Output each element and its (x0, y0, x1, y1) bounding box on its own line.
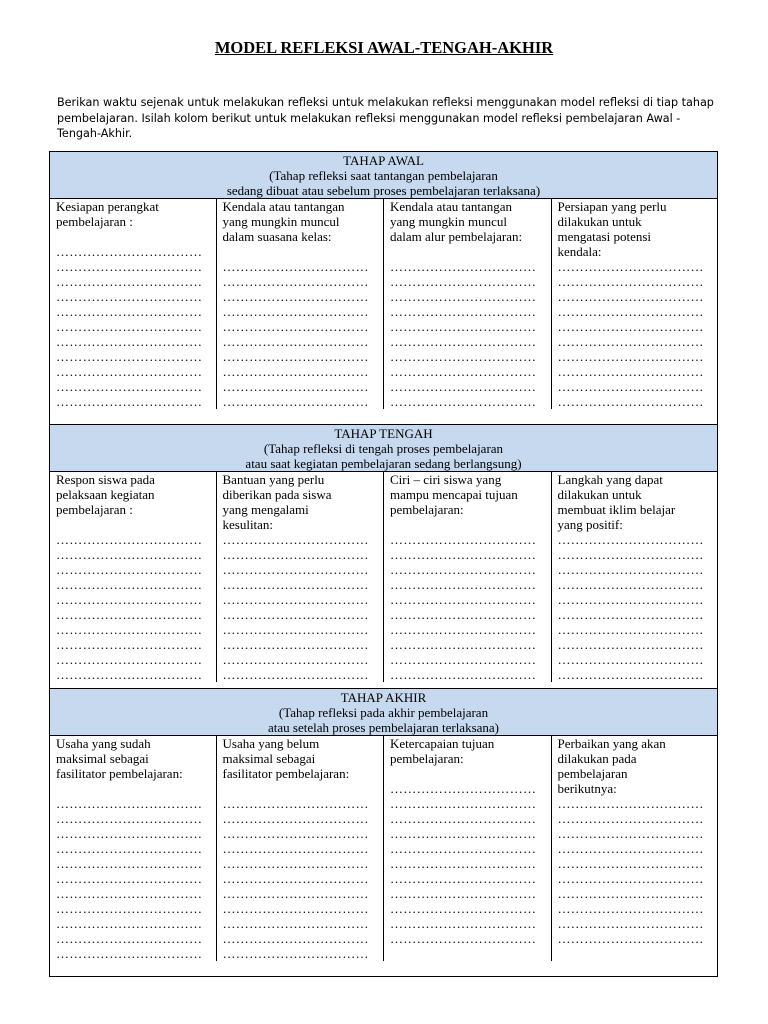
dotted-answer-line[interactable]: …………………………… (390, 562, 537, 577)
answer-lines[interactable] (223, 796, 380, 961)
dotted-answer-line[interactable]: …………………………… (390, 259, 537, 274)
dotted-answer-line[interactable]: …………………………… (557, 811, 704, 826)
answer-lines[interactable] (223, 259, 380, 409)
dotted-answer-line[interactable]: …………………………… (557, 841, 704, 856)
column-prompt: Langkah yang dapat dilakukan untuk membuat iklim belajar yang positif: (557, 472, 676, 532)
stage-akhir-subtitle-2: atau setelah proses pembelajaran terlaksana) (268, 720, 499, 735)
stage-awal-col-3 (383, 199, 551, 409)
dotted-answer-line[interactable]: …………………………… (557, 289, 704, 304)
dotted-answer-line[interactable]: …………………………… (56, 916, 203, 931)
dotted-answer-line[interactable]: …………………………… (557, 592, 704, 607)
dotted-answer-line[interactable]: …………………………… (56, 841, 203, 856)
dotted-answer-line[interactable]: …………………………… (56, 547, 203, 562)
dotted-answer-line[interactable]: …………………………… (56, 349, 203, 364)
dotted-answer-line[interactable]: …………………………… (390, 826, 537, 841)
column-prompt: Perbaikan yang akan dilakukan pada pembelajaran berikutnya: (557, 736, 666, 796)
dotted-answer-line[interactable]: …………………………… (56, 622, 203, 637)
dotted-answer-line[interactable]: …………………………… (390, 931, 537, 946)
dotted-answer-line[interactable]: …………………………… (56, 811, 203, 826)
dotted-answer-line[interactable]: …………………………… (56, 562, 203, 577)
dotted-answer-line[interactable]: …………………………… (557, 637, 704, 652)
dotted-answer-line[interactable]: …………………………… (557, 652, 704, 667)
dotted-answer-line[interactable]: …………………………… (56, 637, 203, 652)
dotted-answer-line[interactable]: …………………………… (557, 334, 704, 349)
dotted-answer-line[interactable]: …………………………… (390, 781, 537, 796)
dotted-answer-line[interactable]: …………………………… (222, 841, 369, 856)
dotted-answer-line[interactable]: …………………………… (390, 841, 537, 856)
dotted-answer-line[interactable]: …………………………… (56, 274, 203, 289)
column-prompt: Persiapan yang perlu dilakukan untuk mengatasi potensi kendala: (557, 199, 667, 259)
dotted-answer-line[interactable]: …………………………… (390, 592, 537, 607)
dotted-answer-line[interactable]: …………………………… (56, 652, 203, 667)
answer-lines[interactable] (390, 532, 547, 682)
dotted-answer-line[interactable]: …………………………… (557, 349, 704, 364)
dotted-answer-line[interactable]: …………………………… (222, 652, 369, 667)
dotted-answer-line[interactable]: …………………………… (222, 637, 369, 652)
dotted-answer-line[interactable]: …………………………… (56, 946, 203, 961)
dotted-answer-line[interactable]: …………………………… (557, 394, 704, 409)
dotted-answer-line[interactable]: …………………………… (56, 796, 203, 811)
dotted-answer-line[interactable]: …………………………… (56, 577, 203, 592)
dotted-answer-line[interactable]: …………………………… (557, 259, 704, 274)
answer-lines[interactable] (390, 259, 547, 409)
dotted-answer-line[interactable]: …………………………… (222, 946, 369, 961)
dotted-answer-line[interactable]: …………………………… (222, 592, 369, 607)
dotted-answer-line[interactable]: …………………………… (557, 886, 704, 901)
dotted-answer-line[interactable]: …………………………… (56, 334, 203, 349)
column-prompt: Usaha yang sudah maksimal sebagai fasilitator pembelajaran: (56, 736, 183, 781)
dotted-answer-line[interactable]: …………………………… (390, 856, 537, 871)
dotted-answer-line[interactable]: …………………………… (390, 637, 537, 652)
dotted-answer-line[interactable]: …………………………… (222, 577, 369, 592)
dotted-answer-line[interactable]: …………………………… (390, 886, 537, 901)
dotted-answer-line[interactable]: …………………………… (390, 667, 537, 682)
dotted-answer-line[interactable]: …………………………… (56, 394, 203, 409)
dotted-answer-line[interactable]: …………………………… (56, 826, 203, 841)
dotted-answer-line[interactable]: …………………………… (222, 259, 369, 274)
stage-tengah-col-1 (50, 472, 216, 682)
dotted-answer-line[interactable]: …………………………… (390, 652, 537, 667)
dotted-answer-line[interactable]: …………………………… (56, 871, 203, 886)
column-prompt: Ciri – ciri siswa yang mampu mencapai tujuan pembelajaran: (390, 472, 518, 517)
dotted-answer-line[interactable]: …………………………… (222, 562, 369, 577)
dotted-answer-line[interactable]: …………………………… (222, 826, 369, 841)
answer-lines[interactable] (558, 532, 714, 682)
dotted-answer-line[interactable]: …………………………… (390, 871, 537, 886)
dotted-answer-line[interactable]: …………………………… (56, 607, 203, 622)
answer-lines[interactable] (558, 796, 714, 946)
answer-lines[interactable] (390, 781, 547, 946)
stage-akhir-title: TAHAP AKHIR (340, 690, 427, 705)
dotted-answer-line[interactable]: …………………………… (56, 667, 203, 682)
dotted-answer-line[interactable]: …………………………… (222, 622, 369, 637)
dotted-answer-line[interactable]: …………………………… (222, 532, 369, 547)
stage-awal-body (50, 199, 717, 409)
dotted-answer-line[interactable]: …………………………… (56, 532, 203, 547)
dotted-answer-line[interactable]: …………………………… (557, 871, 704, 886)
stage-akhir-col-4 (551, 736, 718, 961)
dotted-answer-line[interactable]: …………………………… (222, 796, 369, 811)
dotted-answer-line[interactable]: …………………………… (222, 931, 369, 946)
stage-awal-subtitle-2: sedang dibuat atau sebelum proses pembelajaran terlaksana) (226, 183, 541, 198)
answer-lines[interactable] (558, 259, 714, 409)
dotted-answer-line[interactable]: …………………………… (222, 364, 369, 379)
answer-lines[interactable] (56, 532, 212, 682)
dotted-answer-line[interactable]: …………………………… (222, 394, 369, 409)
dotted-answer-line[interactable]: …………………………… (390, 622, 537, 637)
dotted-answer-line[interactable]: …………………………… (222, 547, 369, 562)
dotted-answer-line[interactable]: …………………………… (390, 394, 537, 409)
dotted-answer-line[interactable]: …………………………… (390, 319, 537, 334)
dotted-answer-line[interactable]: …………………………… (222, 274, 369, 289)
stage-akhir-col-2 (216, 736, 384, 961)
stage-tengah-col-2 (216, 472, 384, 682)
stage-tengah-subtitle-1: (Tahap refleksi di tengah proses pembelajaran (263, 441, 504, 456)
stage-akhir-col-3 (383, 736, 551, 961)
column-prompt: Kendala atau tantangan yang mungkin muncul dalam suasana kelas: (222, 199, 345, 244)
dotted-answer-line[interactable]: …………………………… (390, 547, 537, 562)
stage-tengah-col-3 (383, 472, 551, 682)
dotted-answer-line[interactable]: …………………………… (557, 931, 704, 946)
dotted-answer-line[interactable]: …………………………… (390, 607, 537, 622)
dotted-answer-line[interactable]: …………………………… (222, 886, 369, 901)
dotted-answer-line[interactable]: …………………………… (222, 856, 369, 871)
stage-akhir-body (50, 736, 717, 961)
dotted-answer-line[interactable]: …………………………… (222, 916, 369, 931)
dotted-answer-line[interactable]: …………………………… (56, 856, 203, 871)
dotted-answer-line[interactable]: …………………………… (56, 592, 203, 607)
dotted-answer-line[interactable]: …………………………… (56, 901, 203, 916)
answer-lines[interactable] (223, 532, 380, 682)
answer-lines[interactable] (56, 244, 212, 409)
stage-awal-table (49, 151, 718, 425)
stage-awal-title: TAHAP AWAL (343, 153, 424, 168)
dotted-answer-line[interactable]: …………………………… (557, 667, 704, 682)
dotted-answer-line[interactable]: …………………………… (222, 289, 369, 304)
dotted-answer-line[interactable]: …………………………… (222, 319, 369, 334)
dotted-answer-line[interactable]: …………………………… (390, 916, 537, 931)
dotted-answer-line[interactable]: …………………………… (56, 289, 203, 304)
dotted-answer-line[interactable]: …………………………… (557, 319, 704, 334)
dotted-answer-line[interactable]: …………………………… (390, 289, 537, 304)
dotted-answer-line[interactable]: …………………………… (390, 349, 537, 364)
dotted-answer-line[interactable]: …………………………… (56, 364, 203, 379)
dotted-answer-line[interactable]: …………………………… (222, 304, 369, 319)
dotted-answer-line[interactable]: …………………………… (222, 379, 369, 394)
dotted-answer-line[interactable]: …………………………… (56, 886, 203, 901)
dotted-answer-line[interactable]: …………………………… (390, 274, 537, 289)
dotted-answer-line[interactable]: …………………………… (390, 532, 537, 547)
dotted-answer-line[interactable]: …………………………… (557, 562, 704, 577)
dotted-answer-line[interactable]: …………………………… (557, 826, 704, 841)
dotted-answer-line[interactable]: …………………………… (222, 667, 369, 682)
dotted-answer-line[interactable]: …………………………… (390, 304, 537, 319)
dotted-answer-line[interactable]: …………………………… (557, 274, 704, 289)
dotted-answer-line[interactable]: …………………………… (222, 901, 369, 916)
stage-awal-col-1 (50, 199, 216, 409)
column-prompt: Usaha yang belum maksimal sebagai fasilitator pembelajaran: (222, 736, 350, 781)
column-prompt: Kendala atau tantangan yang mungkin muncul dalam alur pembelajaran: (390, 199, 523, 244)
stage-akhir-header (50, 689, 717, 736)
dotted-answer-line[interactable]: …………………………… (557, 364, 704, 379)
stage-awal-col-2 (216, 199, 384, 409)
dotted-answer-line[interactable]: …………………………… (557, 379, 704, 394)
column-prompt: Kesiapan perangkat pembelajaran : (56, 199, 159, 229)
stage-tengah-body (50, 472, 717, 682)
dotted-answer-line[interactable]: …………………………… (222, 607, 369, 622)
dotted-answer-line[interactable]: …………………………… (557, 304, 704, 319)
dotted-answer-line[interactable]: …………………………… (222, 811, 369, 826)
answer-lines[interactable] (56, 796, 212, 961)
dotted-answer-line[interactable]: …………………………… (222, 871, 369, 886)
intro-paragraph: Berikan waktu sejenak untuk melakukan refleksi untuk melakukan refleksi menggunakan model refleksi di tiap tahap pembelajaran. Isilah kolom berikut untuk melakukan refleksi menggunakan model refleksi pembelajaran Awal - Tengah-Akhir. (57, 96, 714, 140)
dotted-answer-line[interactable]: …………………………… (557, 916, 704, 931)
dotted-answer-line[interactable]: …………………………… (390, 577, 537, 592)
stage-awal-subtitle-1: (Tahap refleksi saat tantangan pembelajaran (269, 168, 498, 183)
stage-tengah-header (50, 425, 717, 472)
dotted-answer-line[interactable]: …………………………… (222, 349, 369, 364)
column-prompt: Bantuan yang perlu diberikan pada siswa yang mengalami kesulitan: (222, 472, 332, 532)
stage-awal-col-4 (551, 199, 718, 409)
dotted-answer-line[interactable]: …………………………… (557, 796, 704, 811)
dotted-answer-line[interactable]: …………………………… (390, 334, 537, 349)
dotted-answer-line[interactable]: …………………………… (222, 334, 369, 349)
dotted-answer-line[interactable]: …………………………… (557, 901, 704, 916)
dotted-answer-line[interactable]: …………………………… (390, 901, 537, 916)
dotted-answer-line[interactable]: …………………………… (56, 244, 203, 259)
dotted-answer-line[interactable]: …………………………… (390, 379, 537, 394)
dotted-answer-line[interactable]: …………………………… (557, 607, 704, 622)
dotted-answer-line[interactable]: …………………………… (557, 856, 704, 871)
stage-tengah-subtitle-2: atau saat kegiatan pembelajaran sedang berlangsung) (245, 456, 522, 471)
dotted-answer-line[interactable]: …………………………… (56, 304, 203, 319)
column-prompt: Ketercapaian tujuan pembelajaran: (390, 736, 495, 766)
dotted-answer-line[interactable]: …………………………… (557, 547, 704, 562)
stage-tengah-table (49, 424, 718, 689)
dotted-answer-line[interactable]: …………………………… (56, 931, 203, 946)
column-prompt: Respon siswa pada pelaksaan kegiatan pembelajaran : (56, 472, 155, 517)
stage-akhir-subtitle-1: (Tahap refleksi pada akhir pembelajaran (278, 705, 489, 720)
dotted-answer-line[interactable]: …………………………… (557, 532, 704, 547)
stage-tengah-title: TAHAP TENGAH (334, 426, 433, 441)
stage-akhir-col-1 (50, 736, 216, 961)
dotted-answer-line[interactable]: …………………………… (56, 259, 203, 274)
stage-tengah-col-4 (551, 472, 718, 682)
stage-awal-header (50, 152, 717, 199)
dotted-answer-line[interactable]: …………………………… (390, 364, 537, 379)
dotted-answer-line[interactable]: …………………………… (56, 319, 203, 334)
dotted-answer-line[interactable]: …………………………… (390, 796, 537, 811)
dotted-answer-line[interactable]: …………………………… (557, 622, 704, 637)
page-title: MODEL REFLEKSI AWAL-TENGAH-AKHIR (214, 38, 554, 57)
stage-akhir-table (49, 688, 718, 977)
dotted-answer-line[interactable]: …………………………… (56, 379, 203, 394)
dotted-answer-line[interactable]: …………………………… (557, 577, 704, 592)
dotted-answer-line[interactable]: …………………………… (390, 811, 537, 826)
